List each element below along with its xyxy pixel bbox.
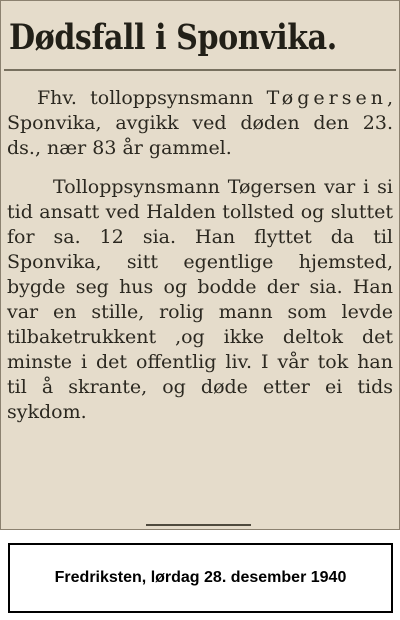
article-paragraph-2: Tolloppsynsmann Tøgersen var i si tid ansatt ved Halden tollsted og sluttet for sa. 12 sia. Han flyttet da til Sponvika, sitt egentlige hjemsted, bygde seg hus og bodde der sia. Han var en stille, rolig mann som levde tilbaketrukkent ,og ikke deltok det minste i det offentlig liv. I vår tok han til å skrante, og døde etter ei tids sykdom.: [7, 176, 393, 423]
article-paragraph-1: [7, 86, 393, 161]
end-rule: [146, 524, 251, 526]
article-headline: Dødsfall i Sponvika.: [9, 17, 337, 58]
source-caption: Fredriksten, lørdag 28. desember 1940: [54, 569, 347, 586]
deceased-name: Tøgersen: [266, 87, 387, 109]
headline-rule: [4, 69, 396, 71]
paragraph-1-intro: Fhv. tolloppsynsmann: [37, 87, 267, 109]
source-caption-box: [8, 543, 393, 613]
paragraph-1-rest: , Sponvika, avgikk ved døden den 23. ds., nær 83 år gammel.: [7, 87, 393, 159]
